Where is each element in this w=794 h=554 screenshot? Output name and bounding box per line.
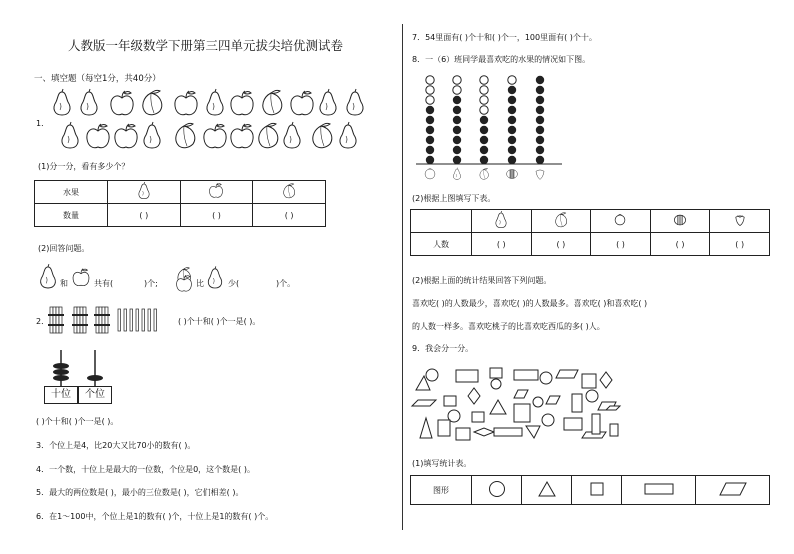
strawberry-cell	[710, 210, 770, 233]
total-text: 共有(	[94, 279, 114, 288]
fruit-people-table	[410, 209, 770, 256]
filled-dot	[453, 146, 461, 154]
pear-cell	[108, 181, 181, 204]
filled-dot	[536, 116, 544, 124]
q2-text: ( )个十和( )个一是( )。	[178, 317, 261, 326]
empty-dot	[480, 106, 488, 114]
count-blank[interactable]: ( )	[108, 204, 181, 227]
filled-dot	[536, 136, 544, 144]
page-title: 人教版一年级数学下册第三四单元拔尖培优测试卷	[68, 38, 344, 53]
pear-icon	[208, 268, 222, 288]
q9-sub1: (1)填写统计表。	[412, 459, 472, 468]
filled-dot	[426, 126, 434, 134]
table-head-count: 数量	[35, 204, 108, 227]
fruit-dot-chart	[416, 72, 566, 182]
peach-icon	[480, 168, 489, 179]
empty-dot	[480, 96, 488, 104]
filled-dot	[508, 146, 516, 154]
watermelon-cell	[650, 210, 710, 233]
q9-text: 9．我会分一分。	[412, 344, 474, 353]
abacus-label-ten: 十位	[44, 386, 78, 404]
apple-cell	[180, 181, 253, 204]
abacus-text: ( )个十和( )个一是( )。	[36, 417, 119, 426]
square-cell	[572, 476, 622, 505]
table-head-shape: 图形	[411, 476, 472, 505]
q8-text: 8．一（6）班同学最喜欢吃的水果的情况如下图。	[412, 55, 591, 64]
filled-dot	[508, 126, 516, 134]
filled-dot	[508, 136, 516, 144]
q1-number: 1．	[36, 119, 50, 128]
q6: 6．在1～100中，个位上是1的数有( )个，十位上是1的数有( )个。	[36, 512, 274, 521]
empty-dot	[453, 76, 461, 84]
filled-dot	[426, 156, 434, 164]
filled-dot	[480, 136, 488, 144]
peach-cell	[253, 181, 326, 204]
people-blank[interactable]: ( )	[472, 233, 532, 256]
than-text: 比	[196, 279, 204, 288]
filled-dot	[453, 116, 461, 124]
orange-cell	[591, 210, 651, 233]
filled-dot	[536, 86, 544, 94]
shape-count-table	[410, 475, 770, 505]
filled-dot	[426, 116, 434, 124]
filled-dot	[508, 156, 516, 164]
q3: 3．个位上是4，比20大又比70小的数有( )。	[36, 441, 196, 450]
fruit-grid	[40, 88, 380, 158]
q8-line2: 的人数一样多。喜欢吃桃子的比喜欢吃西瓜的多( )人。	[412, 322, 605, 331]
rectangle-cell	[622, 476, 696, 505]
filled-dot	[536, 76, 544, 84]
and-text: 和	[60, 279, 68, 288]
stick-bundles-icon	[48, 305, 168, 335]
filled-dot	[426, 106, 434, 114]
apple-icon	[72, 268, 90, 288]
orange-icon	[425, 168, 435, 179]
total-end: )个;	[144, 279, 158, 288]
people-blank[interactable]: ( )	[531, 233, 591, 256]
watermelon-icon	[507, 170, 518, 179]
strawberry-icon	[536, 170, 544, 179]
parallelogram-cell	[696, 476, 770, 505]
q4: 4．一个数，十位上是最大的一位数，个位是0，这个数是( )。	[36, 465, 255, 474]
filled-dot	[453, 126, 461, 134]
table-head-people: 人数	[411, 233, 472, 256]
people-blank[interactable]: ( )	[591, 233, 651, 256]
q8-line1: 喜欢吃( )的人数最少，喜欢吃( )的人数最多。喜欢吃( )和喜欢吃( )	[412, 299, 648, 308]
empty-dot	[426, 96, 434, 104]
filled-dot	[536, 96, 544, 104]
filled-dot	[508, 96, 516, 104]
q1-sub1: (1)分一分，看有多少个？	[38, 162, 130, 171]
filled-dot	[536, 126, 544, 134]
filled-dot	[508, 106, 516, 114]
filled-dot	[453, 156, 461, 164]
less-text: 少(	[228, 279, 240, 288]
pear-icon	[40, 266, 56, 288]
empty-dot	[480, 76, 488, 84]
q2-number: 2．	[36, 317, 50, 326]
filled-dot	[426, 146, 434, 154]
pear-icon	[453, 168, 460, 180]
count-blank[interactable]: ( )	[180, 204, 253, 227]
filled-dot	[453, 106, 461, 114]
column-divider	[402, 24, 403, 530]
filled-dot	[508, 86, 516, 94]
pear-cell	[472, 210, 532, 233]
people-blank[interactable]: ( )	[650, 233, 710, 256]
empty-dot	[508, 76, 516, 84]
filled-dot	[480, 126, 488, 134]
filled-dot	[453, 136, 461, 144]
empty-dot	[453, 86, 461, 94]
filled-dot	[536, 106, 544, 114]
filled-dot	[480, 156, 488, 164]
count-blank[interactable]: ( )	[253, 204, 326, 227]
section-heading: 一、填空题（每空1分，共40分）	[34, 74, 161, 84]
filled-dot	[536, 146, 544, 154]
empty-dot	[426, 86, 434, 94]
q1-sub2: (2)回答问题。	[38, 244, 90, 253]
triangle-cell	[522, 476, 572, 505]
circle-cell	[472, 476, 522, 505]
filled-dot	[426, 136, 434, 144]
q7: 7．54里面有( )个十和( )个一，100里面有( )个十。	[412, 33, 597, 42]
filled-dot	[480, 116, 488, 124]
q8-sub1: (2)根据上图填写下表。	[412, 194, 496, 203]
shapes-collection	[410, 366, 630, 446]
apple-icon	[176, 274, 192, 294]
peach-cell	[531, 210, 591, 233]
filled-dot	[508, 116, 516, 124]
empty-dot	[480, 86, 488, 94]
q8-sub2: (2)根据上面的统计结果回答下列问题。	[412, 276, 552, 285]
empty-dot	[426, 76, 434, 84]
table-head-fruit: 水果	[35, 181, 108, 204]
q5: 5．最大的两位数是( )，最小的三位数是( )，它们相差( )。	[36, 488, 244, 497]
abacus-label-one: 个位	[78, 386, 112, 404]
people-blank[interactable]: ( )	[710, 233, 770, 256]
filled-dot	[453, 96, 461, 104]
filled-dot	[480, 146, 488, 154]
less-end: )个。	[276, 279, 296, 288]
filled-dot	[536, 156, 544, 164]
fruit-count-table	[34, 180, 326, 227]
